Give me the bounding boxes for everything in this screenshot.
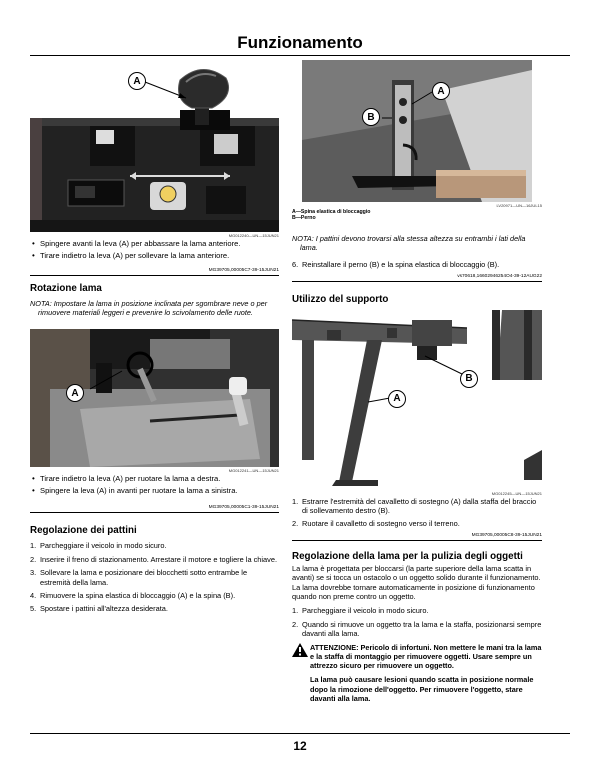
callout-b: B — [460, 370, 478, 388]
lever-figure — [30, 60, 279, 232]
legend-item-b: B—Perno — [292, 215, 316, 222]
support-steps — [292, 497, 542, 529]
section-heading-cleaning: Regolazione della lama per la pulizia degli oggetti — [292, 550, 523, 562]
skid-pin-figure — [292, 60, 542, 202]
cleaning-description: La lama è progettata per bloccarsi (la parte superiore della lama scatta in avanti) se si tocca un ostacolo o un oggetto solido durante il funzionamento. La lama dovrebbe tornare automaticamente in posizione di funzionamento quando non preme contro un oggetto. — [292, 563, 541, 602]
cleaning-steps — [292, 606, 542, 638]
page-title: Funzionamento — [237, 33, 363, 52]
callout-a: A — [388, 390, 406, 408]
section-heading-rotation: Rotazione lama — [30, 283, 102, 294]
list-item: 2. Quando si rimuove un oggetto tra la lama e la staffa, posizionarsi sempre davanti alla lama. — [292, 619, 542, 639]
figure-code: MG012240—UN—15JUN21 — [228, 233, 279, 238]
lever-illustration — [30, 60, 279, 232]
warning-icon — [292, 643, 310, 708]
figure-code: LV20971—UN—16JUL15 — [496, 203, 542, 208]
list-item: 4. Rimuovere la spina elastica di bloccaggio (A) e la spina (B). — [30, 591, 236, 601]
list-item: 1. Parcheggiare il veicolo in modo sicuro. — [30, 541, 167, 551]
warning-text: ATTENZIONE: Pericolo di infortuni. Non mettere le mani tra la lama e la staffa di montaggio per rimuovere oggetti. Usare sempre un attrezzo sicuro per rimuovere un oggetto. — [310, 642, 542, 671]
list-item: • Spingere la leva (A) in avanti per ruotare la lama a sinistra. — [30, 486, 279, 496]
figure-legend — [292, 209, 542, 222]
callout-a: A — [128, 72, 146, 90]
callout-b: B — [362, 108, 380, 126]
list-item: 2. Inserire il freno di stazionamento. Arrestare il motore e togliere la chiave. — [30, 554, 278, 564]
list-item: 3. Sollevare la lama e posizionare dei blocchetti sotto entrambe le estremità della lama. — [30, 568, 248, 587]
reference-code: vs70618,16602946254O4-39-12AUG22 — [292, 274, 542, 282]
rotation-instructions — [30, 474, 279, 496]
warning-text: La lama può causare lesioni quando scatta in posizione normale dopo la rimozione dell'oggetto. Per rimuovere l'oggetto, stare davanti alla lama. — [310, 675, 534, 703]
title-divider — [30, 55, 570, 56]
list-item: 2. Ruotare il cavalletto di sostegno verso il terreno. — [292, 519, 460, 529]
reference-code: MG39705,00005C7-39-15JUN21 — [30, 268, 279, 276]
skid-pin-illustration — [292, 60, 542, 202]
reference-code: MG39705,00005C8-39-15JUN21 — [292, 533, 542, 541]
page-number: 12 — [293, 739, 307, 753]
support-figure — [292, 310, 542, 490]
rotation-note: NOTA: Impostare la lama in posizione inclinata per sgombrare neve o per rimuovere materiali leggeri e prevenire lo scivolamento delle ruote. — [30, 299, 268, 318]
list-item: 5. Spostare i pattini all'altezza desiderata. — [30, 604, 168, 614]
lever-instructions — [30, 239, 279, 261]
figure-code: MG012245—UN—15JUN21 — [491, 490, 542, 496]
skids-note: NOTA: I pattini devono trovarsi alla stessa altezza su entrambi i lati della lama. — [292, 233, 526, 253]
reference-code: MG39705,00005C1-39-15JUN21 — [30, 505, 279, 513]
legend-item-a: A—Spina elastica di bloccaggio — [292, 209, 371, 215]
support-illustration — [292, 310, 542, 490]
safety-warning — [292, 643, 542, 708]
right-column — [292, 60, 542, 708]
figure-code: MG012241—UN—15JUN21 — [228, 468, 279, 474]
list-item: • Tirare indietro la leva (A) per ruotare la lama a destra. — [30, 474, 279, 484]
list-item: 1. Estrarre l'estremità del cavalletto di sostegno (A) dalla staffa del braccio di sollevamento destro (B). — [292, 496, 537, 516]
list-item: 1. Parcheggiare il veicolo in modo sicuro. — [292, 606, 429, 616]
skids-steps — [30, 541, 279, 613]
footer-divider — [30, 733, 570, 734]
left-column — [30, 60, 279, 618]
rotation-figure — [30, 329, 279, 467]
list-item: 6. Reinstallare il perno (B) e la spina elastica di bloccaggio (B). — [292, 260, 500, 270]
section-heading-skids: Regolazione dei pattini — [30, 525, 137, 537]
callout-a: A — [66, 384, 84, 402]
list-item: • Spingere avanti la leva (A) per abbassare la lama anteriore. — [30, 239, 279, 249]
section-heading-support: Utilizzo del supporto — [292, 293, 389, 305]
callout-a: A — [432, 82, 450, 100]
list-item: • Tirare indietro la leva (A) per sollevare la lama anteriore. — [30, 251, 279, 261]
skids-step-6 — [292, 260, 542, 269]
